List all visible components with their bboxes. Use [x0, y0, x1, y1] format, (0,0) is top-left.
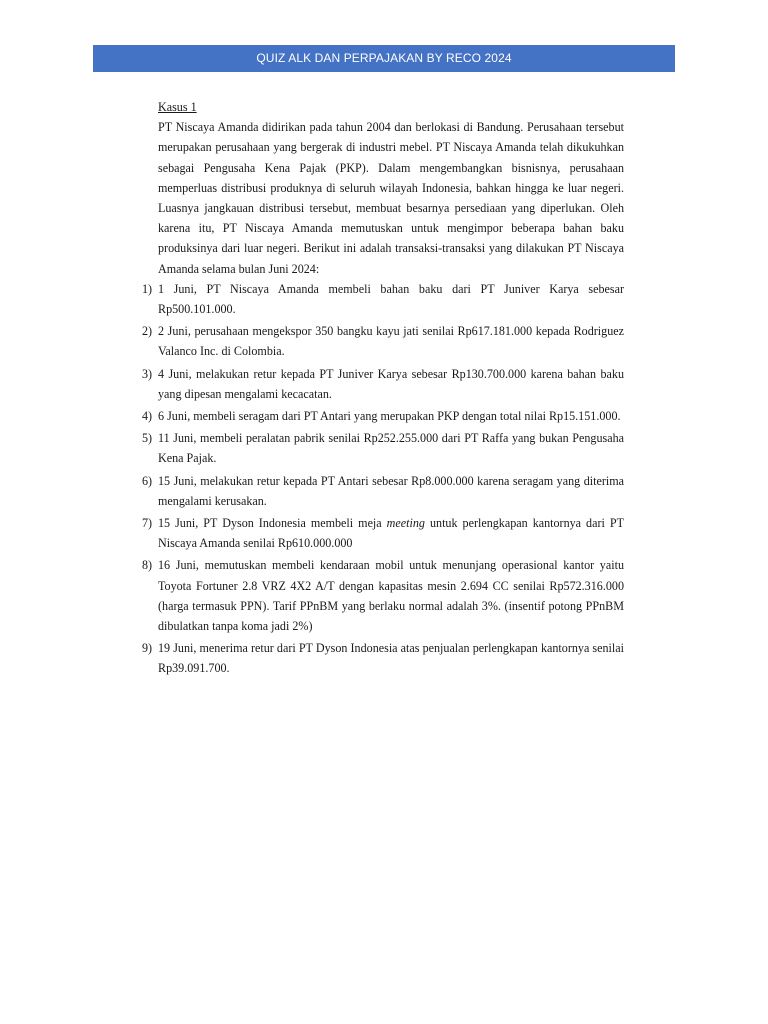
transaction-item — [142, 279, 624, 319]
transaction-item — [142, 555, 624, 636]
transaction-item — [142, 428, 624, 468]
transaction-text: 15 Juni, melakukan retur kepada PT Antari sebesar Rp8.000.000 karena seragam yang diterima mengalami kerusakan. — [158, 473, 624, 508]
transaction-number: 3) — [142, 366, 153, 381]
transaction-text: 16 Juni, memutuskan membeli kendaraan mobil untuk menunjang operasional kantor yaitu Toyota Fortuner 2.8 VRZ 4X2 A/T dengan kapasitas mesin 2.694 CC senilai Rp572.316.000 (harga termasuk PPN). Tarif PPnBM yang berlaku normal adalah 3%. (insentif potong PPnBM dibulatkan tanpa koma jadi 2%) — [158, 558, 624, 634]
transaction-item — [142, 638, 624, 678]
transaction-item — [142, 513, 624, 553]
header-title: QUIZ ALK DAN PERPAJAKAN BY RECO 2024 — [256, 51, 512, 65]
transaction-number: 4) — [142, 409, 153, 424]
transaction-text: 11 Juni, membeli peralatan pabrik senilai Rp252.255.000 dari PT Raffa yang bukan Pengusaha Kena Pajak. — [158, 431, 624, 466]
transaction-number: 2) — [142, 324, 153, 339]
transaction-text: 2 Juni, perusahaan mengekspor 350 bangku kayu jati senilai Rp617.181.000 kepada Rodriguez Valanco Inc. di Colombia. — [158, 324, 624, 359]
transaction-text: 6 Juni, membeli seragam dari PT Antari yang merupakan PKP dengan total nilai Rp15.151.000. — [158, 409, 621, 424]
case-intro-paragraph: PT Niscaya Amanda didirikan pada tahun 2004 dan berlokasi di Bandung. Perusahaan tersebut merupakan perusahaan yang bergerak di industri mebel. PT Niscaya Amanda telah dikukuhkan sebagai Pengusaha Kena Pajak (PKP). Dalam mengembangkan bisnisnya, perusahaan memperluas distribusi produknya di seluruh wilayah Indonesia, bahkan hingga ke luar negeri. Luasnya jangkauan distribusi tersebut, membuat besarnya persediaan yang diperlukan. Oleh karena itu, PT Niscaya Amanda memutuskan untuk mengimpor beberapa bahan baku produksinya dari luar negeri. Berikut ini adalah transaksi-transaksi yang dilakukan PT Niscaya Amanda selama bulan Juni 2024: — [158, 120, 624, 276]
transaction-item — [142, 406, 624, 426]
case-content — [142, 97, 624, 679]
document-header-banner — [93, 45, 675, 72]
transaction-number: 1) — [142, 281, 153, 296]
transaction-text: 15 Juni, PT Dyson Indonesia membeli meja meeting untuk perlengkapan kantornya dari PT Niscaya Amanda senilai Rp610.000.000 — [158, 516, 624, 551]
transaction-list — [142, 279, 624, 679]
transaction-number: 6) — [142, 473, 153, 488]
transaction-text: 4 Juni, melakukan retur kepada PT Juniver Karya sebesar Rp130.700.000 karena bahan baku yang dipesan mengalami kecacatan. — [158, 366, 624, 401]
case-title: Kasus 1 — [158, 100, 197, 114]
transaction-number: 5) — [142, 431, 153, 446]
transaction-item — [142, 471, 624, 511]
transaction-item — [142, 364, 624, 404]
italic-term: meeting — [386, 516, 425, 531]
transaction-text: 1 Juni, PT Niscaya Amanda membeli bahan baku dari PT Juniver Karya sebesar Rp500.101.000. — [158, 281, 624, 317]
transaction-number: 8) — [142, 558, 153, 573]
transaction-item — [142, 321, 624, 361]
transaction-number: 9) — [142, 641, 153, 656]
transaction-text: 19 Juni, menerima retur dari PT Dyson Indonesia atas penjualan perlengkapan kantornya senilai Rp39.091.700. — [158, 641, 624, 676]
transaction-number: 7) — [142, 516, 153, 531]
